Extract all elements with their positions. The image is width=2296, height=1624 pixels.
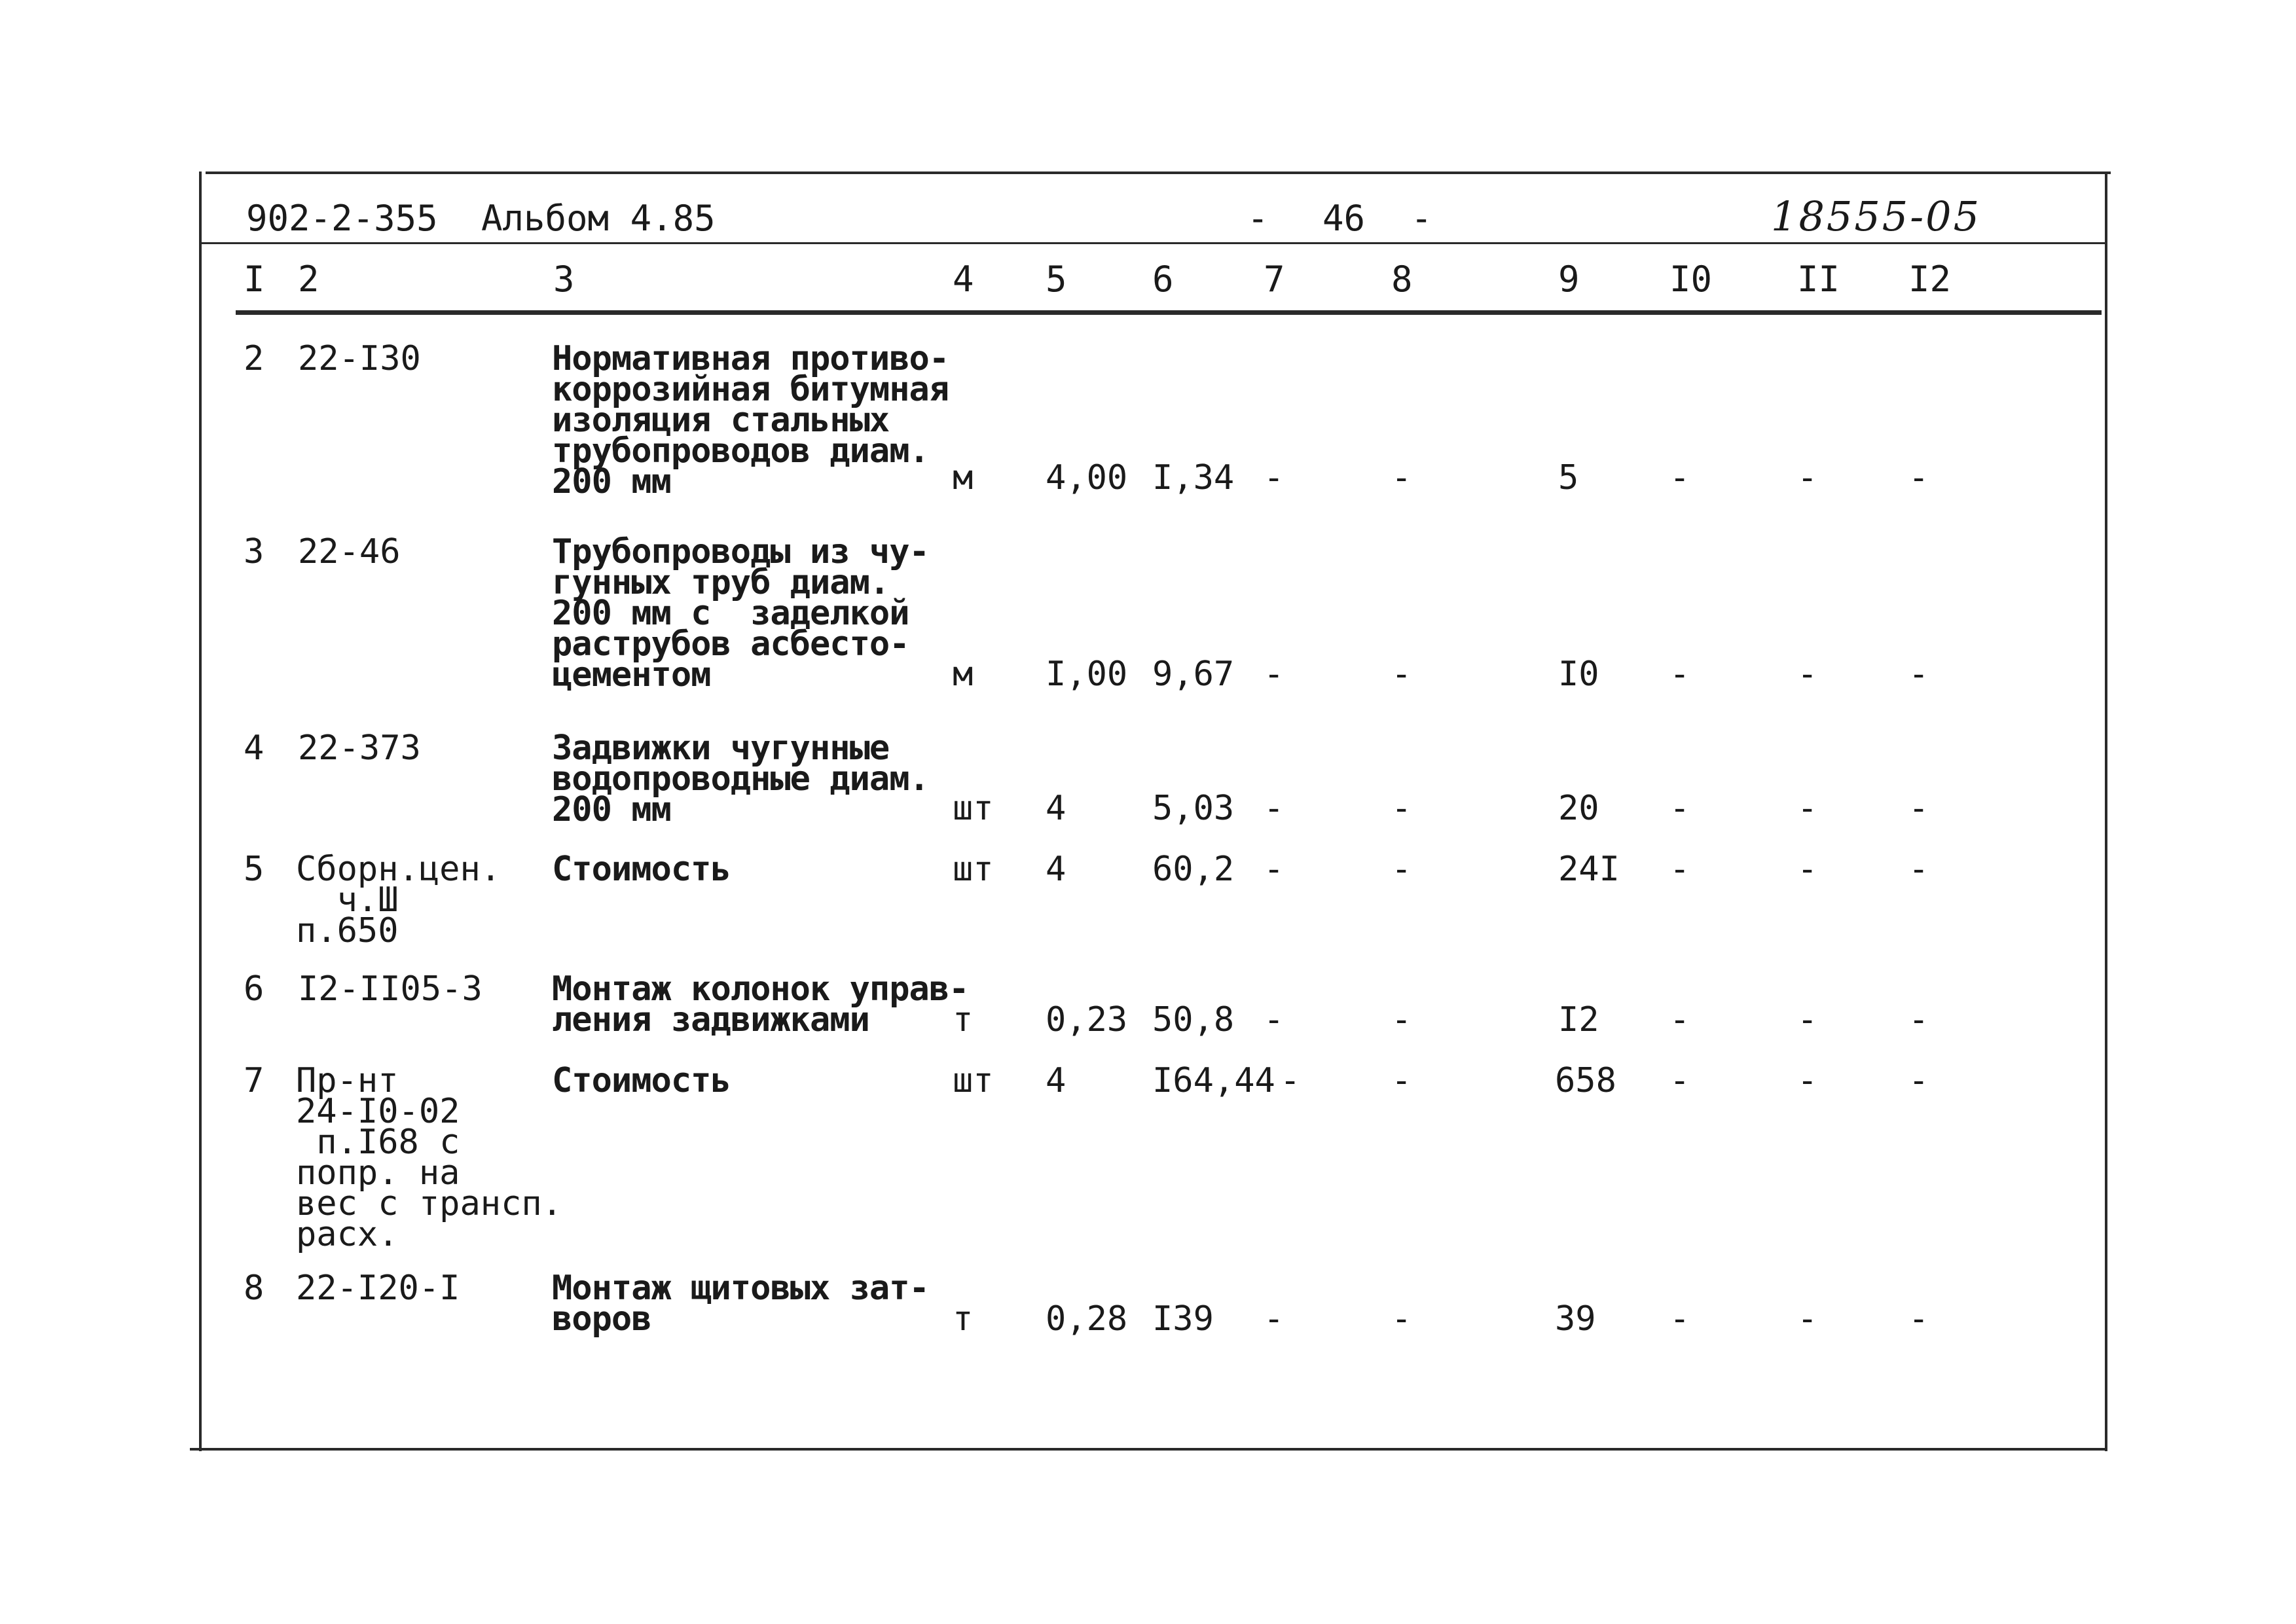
document-code: 902-2-355 (246, 198, 438, 239)
header-divider (202, 242, 2105, 244)
col7-value: - (1264, 789, 1285, 828)
quantity: 0,28 (1046, 1299, 1128, 1339)
col7-value: - (1280, 1061, 1301, 1100)
work-description: Монтаж колонок управ- ления задвижками (552, 969, 969, 1039)
col8-value: - (1391, 458, 1412, 497)
col8-value: - (1391, 1061, 1412, 1100)
col12-value: - (1908, 1000, 1929, 1039)
col11-value: - (1797, 458, 1818, 497)
work-description: Стоимость (552, 850, 731, 889)
norm-code: 22-46 (298, 532, 401, 571)
unit-cost: 9,67 (1152, 655, 1235, 694)
total-cost: 5 (1558, 458, 1579, 497)
column-number: 5 (1046, 259, 1067, 300)
column-number: I2 (1908, 259, 1952, 300)
work-description: Трубопроводы из чу- гунных труб диам. 200 мм с заделкой раструбов асбесто- цементом (552, 532, 929, 695)
unit-cost: 50,8 (1152, 1000, 1235, 1039)
col12-value: - (1908, 850, 1929, 889)
col10-value: - (1669, 1061, 1690, 1100)
row-number: 5 (244, 850, 264, 889)
column-number: 9 (1558, 259, 1580, 300)
col11-value: - (1797, 655, 1818, 694)
column-header-divider (236, 310, 2102, 315)
album-label: Альбом 4.85 (481, 198, 716, 239)
quantity: 4 (1046, 789, 1066, 828)
work-description: Стоимость (552, 1061, 731, 1100)
col7-value: - (1264, 1299, 1285, 1339)
col8-value: - (1391, 1000, 1412, 1039)
column-number: 2 (298, 259, 319, 300)
col10-value: - (1669, 1000, 1690, 1039)
col12-value: - (1908, 655, 1929, 694)
unit: шт (953, 789, 994, 828)
total-cost: 24I (1558, 850, 1620, 889)
total-cost: 20 (1558, 789, 1599, 828)
column-number: 8 (1391, 259, 1413, 300)
unit-cost: 5,03 (1152, 789, 1235, 828)
quantity: 0,23 (1046, 1000, 1128, 1039)
unit: т (953, 1299, 974, 1339)
col10-value: - (1669, 789, 1690, 828)
total-cost: I2 (1558, 1000, 1599, 1039)
total-cost: 658 (1555, 1061, 1616, 1100)
col12-value: - (1908, 789, 1929, 828)
row-number: 3 (244, 532, 264, 571)
col8-value: - (1391, 655, 1412, 694)
handwritten-stamp: 18555-05 (1771, 192, 1982, 240)
unit-cost: I64,44 (1152, 1061, 1275, 1100)
total-cost: 39 (1555, 1299, 1596, 1339)
page-dash-left: - (1247, 198, 1269, 239)
col7-value: - (1264, 1000, 1285, 1039)
page-number: 46 (1322, 198, 1366, 239)
norm-code: 22-373 (298, 729, 421, 768)
column-number: I0 (1669, 259, 1713, 300)
unit: т (953, 1000, 974, 1039)
col11-value: - (1797, 1000, 1818, 1039)
row-number: 6 (244, 969, 264, 1009)
norm-code: Пр-нт 24-I0-02 п.I68 с попр. на вес с трансп. расх. (296, 1061, 562, 1254)
quantity: 4,00 (1046, 458, 1128, 497)
col8-value: - (1391, 789, 1412, 828)
unit-cost: 60,2 (1152, 850, 1235, 889)
column-number: I (244, 259, 265, 300)
col10-value: - (1669, 458, 1690, 497)
col7-value: - (1264, 850, 1285, 889)
col10-value: - (1669, 850, 1690, 889)
unit: м (953, 458, 974, 497)
col8-value: - (1391, 850, 1412, 889)
col12-value: - (1908, 1299, 1929, 1339)
row-number: 4 (244, 729, 264, 768)
quantity: 4 (1046, 850, 1066, 889)
total-cost: I0 (1558, 655, 1599, 694)
frame-bottom-border (190, 1448, 2105, 1451)
column-number: 6 (1152, 259, 1174, 300)
page-dash-right: - (1411, 198, 1432, 239)
row-number: 2 (244, 339, 264, 378)
col8-value: - (1391, 1299, 1412, 1339)
col11-value: - (1797, 850, 1818, 889)
unit: шт (953, 1061, 994, 1100)
quantity: I,00 (1046, 655, 1128, 694)
work-description: Монтаж щитовых зат- воров (552, 1269, 929, 1339)
column-number: II (1797, 259, 1840, 300)
row-number: 7 (244, 1061, 264, 1100)
col7-value: - (1264, 655, 1285, 694)
unit: шт (953, 850, 994, 889)
col10-value: - (1669, 1299, 1690, 1339)
frame-right-border (2105, 171, 2107, 1451)
col11-value: - (1797, 1299, 1818, 1339)
column-number: 3 (553, 259, 575, 300)
frame-left-border (199, 171, 202, 1451)
norm-code: I2-II05-3 (298, 969, 483, 1009)
col11-value: - (1797, 789, 1818, 828)
unit-cost: I,34 (1152, 458, 1235, 497)
col12-value: - (1908, 458, 1929, 497)
col11-value: - (1797, 1061, 1818, 1100)
work-description: Нормативная противо- коррозийная битумная изоляция стальных трубопроводов диам. 200 мм (552, 339, 949, 501)
norm-code: Сборн.цен. ч.Ш п.650 (296, 850, 501, 950)
col12-value: - (1908, 1061, 1929, 1100)
row-number: 8 (244, 1269, 264, 1308)
unit-cost: I39 (1152, 1299, 1214, 1339)
quantity: 4 (1046, 1061, 1066, 1100)
norm-code: 22-I20-I (296, 1269, 460, 1308)
work-description: Задвижки чугунные водопроводные диам. 200 мм (552, 729, 929, 829)
frame-top-border (206, 171, 2111, 174)
col10-value: - (1669, 655, 1690, 694)
norm-code: 22-I30 (298, 339, 421, 378)
column-number: 7 (1264, 259, 1285, 300)
column-number: 4 (953, 259, 974, 300)
unit: м (953, 655, 974, 694)
col7-value: - (1264, 458, 1285, 497)
